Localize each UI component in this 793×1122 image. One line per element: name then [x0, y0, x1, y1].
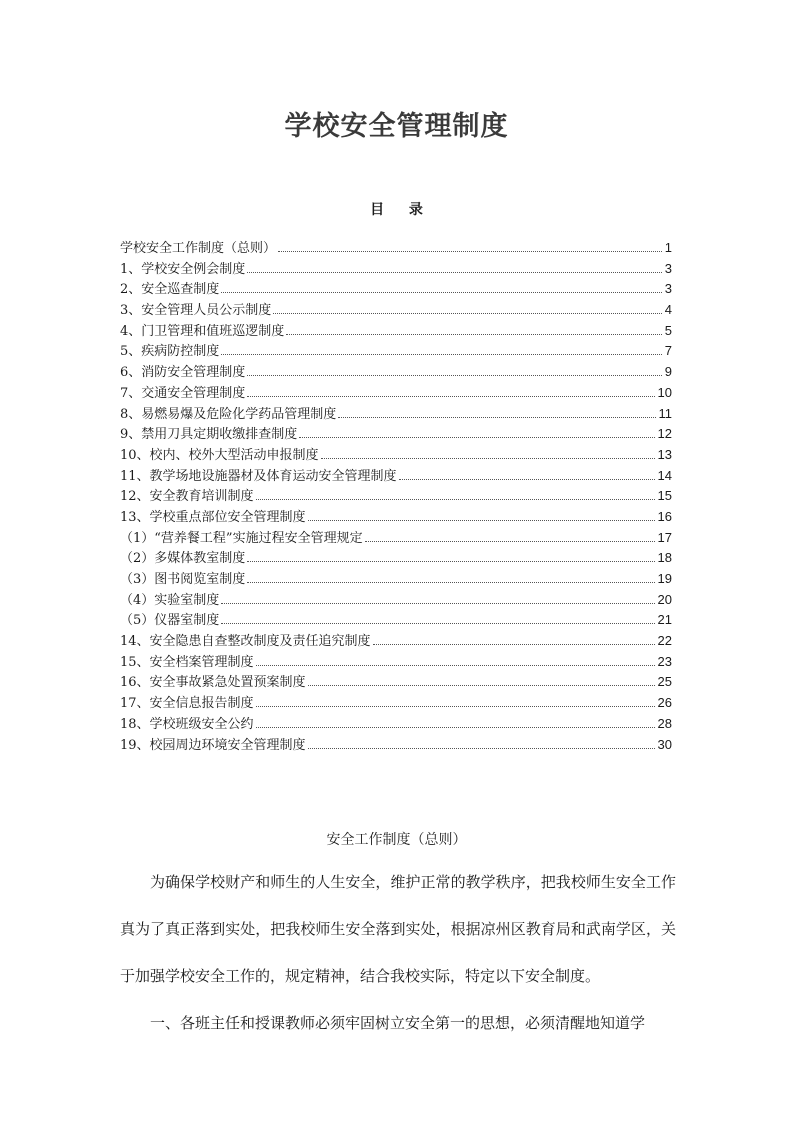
toc-dot-leader [286, 334, 661, 335]
toc-entry-page-number: 7 [664, 343, 672, 359]
toc-entry[interactable] [120, 404, 672, 425]
body-paragraph: 为确保学校财产和师生的人生安全，维护正常的教学秩序，把我校师生安全工作真为了真正落到实处，把我校师生安全落到实处，根据凉州区教育局和武南学区，关于加强学校安全工作的，规定精神，结合我校实际，特定以下安全制度。 [120, 873, 676, 985]
toc-entry-page-number: 18 [657, 550, 672, 566]
toc-entry-page-number: 20 [657, 591, 672, 607]
toc-dot-leader [308, 520, 655, 521]
toc-dot-leader [256, 727, 655, 728]
toc-entry-page-number: 16 [657, 508, 672, 524]
toc-entry-label: 18、学校班级安全公约 [120, 716, 254, 732]
toc-entry-label: 1、学校安全例会制度 [120, 261, 246, 277]
toc-entry-label: 19、校园周边环境安全管理制度 [120, 737, 306, 753]
toc-dot-leader [256, 706, 655, 707]
toc-dot-leader [338, 417, 655, 418]
toc-entry[interactable] [120, 321, 672, 342]
toc-entry-page-number: 4 [664, 302, 672, 318]
toc-entry-label: 12、安全教育培训制度 [120, 489, 254, 505]
toc-dot-leader [221, 603, 654, 604]
toc-entry-label: （4）实验室制度 [120, 592, 220, 608]
toc-entry[interactable] [120, 466, 672, 487]
toc-entry[interactable] [120, 300, 672, 321]
toc-entry-page-number: 17 [657, 529, 672, 545]
toc-entry-page-number: 9 [664, 364, 672, 380]
toc-entry-label: 3、安全管理人员公示制度 [120, 303, 272, 319]
toc-entry-page-number: 11 [658, 405, 672, 421]
toc-entry-page-number: 14 [657, 467, 672, 483]
toc-entry-label: 13、学校重点部位安全管理制度 [120, 509, 306, 525]
toc-dot-leader [247, 396, 654, 397]
toc-entry-page-number: 3 [664, 260, 672, 276]
section-title: 安全工作制度（总则） [326, 832, 467, 848]
toc-entry-page-number: 12 [657, 426, 672, 442]
toc-dot-leader [256, 665, 655, 666]
toc-entry-label: 17、安全信息报告制度 [120, 696, 254, 712]
toc-dot-leader [278, 251, 662, 252]
toc-entry[interactable] [120, 238, 672, 259]
toc-entry-label: 学校安全工作制度（总则） [120, 241, 277, 256]
toc-dot-leader [365, 541, 655, 542]
toc-entry-label: 9、禁用刀具定期收缴排查制度 [120, 427, 298, 443]
toc-entry[interactable] [120, 652, 672, 673]
toc-dot-leader [247, 375, 661, 376]
body-paragraph: 一、各班主任和授课教师必须牢固树立安全第一的思想，必须清醒地知道学 [150, 1014, 646, 1032]
toc-entry-page-number: 23 [657, 653, 672, 669]
toc-entry[interactable] [120, 528, 672, 549]
toc-entry-page-number: 13 [657, 446, 672, 462]
toc-dot-leader [308, 748, 655, 749]
toc-entry-label: 2、安全巡查制度 [120, 282, 220, 298]
toc-entry[interactable] [120, 548, 672, 569]
toc-entry-label: 14、安全隐患自查整改制度及责任追究制度 [120, 634, 371, 650]
toc-dot-leader [399, 479, 655, 480]
toc-entry-label: 10、校内、校外大型活动申报制度 [120, 447, 319, 463]
toc-entry[interactable] [120, 445, 672, 466]
toc-entry-page-number: 22 [657, 633, 672, 649]
toc-entry-page-number: 15 [657, 488, 672, 504]
toc-heading: 目 录 [370, 202, 433, 218]
toc-entry-label: （1）“营养餐工程”实施过程安全管理规定 [120, 530, 363, 546]
toc-entry[interactable] [120, 714, 672, 735]
toc-entry[interactable] [120, 486, 672, 507]
toc-entry[interactable] [120, 693, 672, 714]
toc-dot-leader [247, 561, 654, 562]
toc-entry-page-number: 25 [657, 674, 672, 690]
toc-entry-label: （3）图书阅览室制度 [120, 572, 246, 587]
toc-dot-leader [221, 623, 654, 624]
toc-entry-page-number: 26 [657, 695, 672, 711]
toc-entry[interactable] [120, 279, 672, 300]
toc-entry[interactable] [120, 507, 672, 528]
toc-entry-label: 7、交通安全管理制度 [120, 385, 246, 401]
toc-entry-page-number: 10 [657, 384, 672, 400]
toc-entry-label: （2）多媒体教室制度 [120, 551, 246, 567]
toc-entry[interactable] [120, 590, 672, 611]
toc-entry-page-number: 3 [664, 281, 672, 297]
toc-dot-leader [308, 685, 655, 686]
toc-entry-page-number: 21 [657, 612, 672, 628]
toc-entry[interactable] [120, 424, 672, 445]
toc-dot-leader [247, 272, 661, 273]
toc-entry-label: 8、易燃易爆及危险化学药品管理制度 [120, 406, 337, 422]
toc-entry-label: 11、教学场地设施器材及体育运动安全管理制度 [120, 468, 397, 484]
toc-entry-page-number: 5 [664, 322, 672, 338]
toc-entry-page-number: 28 [657, 715, 672, 731]
toc-entry-page-number: 19 [657, 571, 672, 586]
toc-dot-leader [247, 582, 654, 583]
toc-entry-label: 5、疾病防控制度 [120, 344, 220, 360]
toc-entry[interactable] [120, 259, 672, 280]
toc-entry-label: 4、门卫管理和值班巡逻制度 [120, 323, 285, 339]
toc-dot-leader [221, 292, 661, 293]
toc-entry[interactable] [120, 569, 672, 590]
toc-entry[interactable] [120, 383, 672, 404]
toc-entry[interactable] [120, 610, 672, 631]
toc-entry-label: （5）仪器室制度 [120, 613, 220, 629]
toc-dot-leader [221, 354, 661, 355]
toc-dot-leader [273, 313, 661, 314]
toc-entry-label: 6、消防安全管理制度 [120, 365, 246, 381]
toc-entry[interactable] [120, 362, 672, 383]
document-title: 学校安全管理制度 [284, 111, 509, 142]
table-of-contents [120, 238, 672, 755]
toc-entry-page-number: 30 [657, 736, 672, 752]
toc-entry[interactable] [120, 341, 672, 362]
toc-dot-leader [373, 644, 655, 645]
toc-entry-label: 15、安全档案管理制度 [120, 654, 254, 670]
toc-entry[interactable] [120, 631, 672, 652]
toc-dot-leader [321, 458, 655, 459]
toc-entry-label: 16、安全事故紧急处置预案制度 [120, 675, 306, 691]
toc-dot-leader [299, 437, 654, 438]
toc-entry[interactable] [120, 735, 672, 756]
toc-dot-leader [256, 499, 655, 500]
toc-entry-page-number: 1 [664, 240, 672, 255]
toc-entry[interactable] [120, 672, 672, 693]
